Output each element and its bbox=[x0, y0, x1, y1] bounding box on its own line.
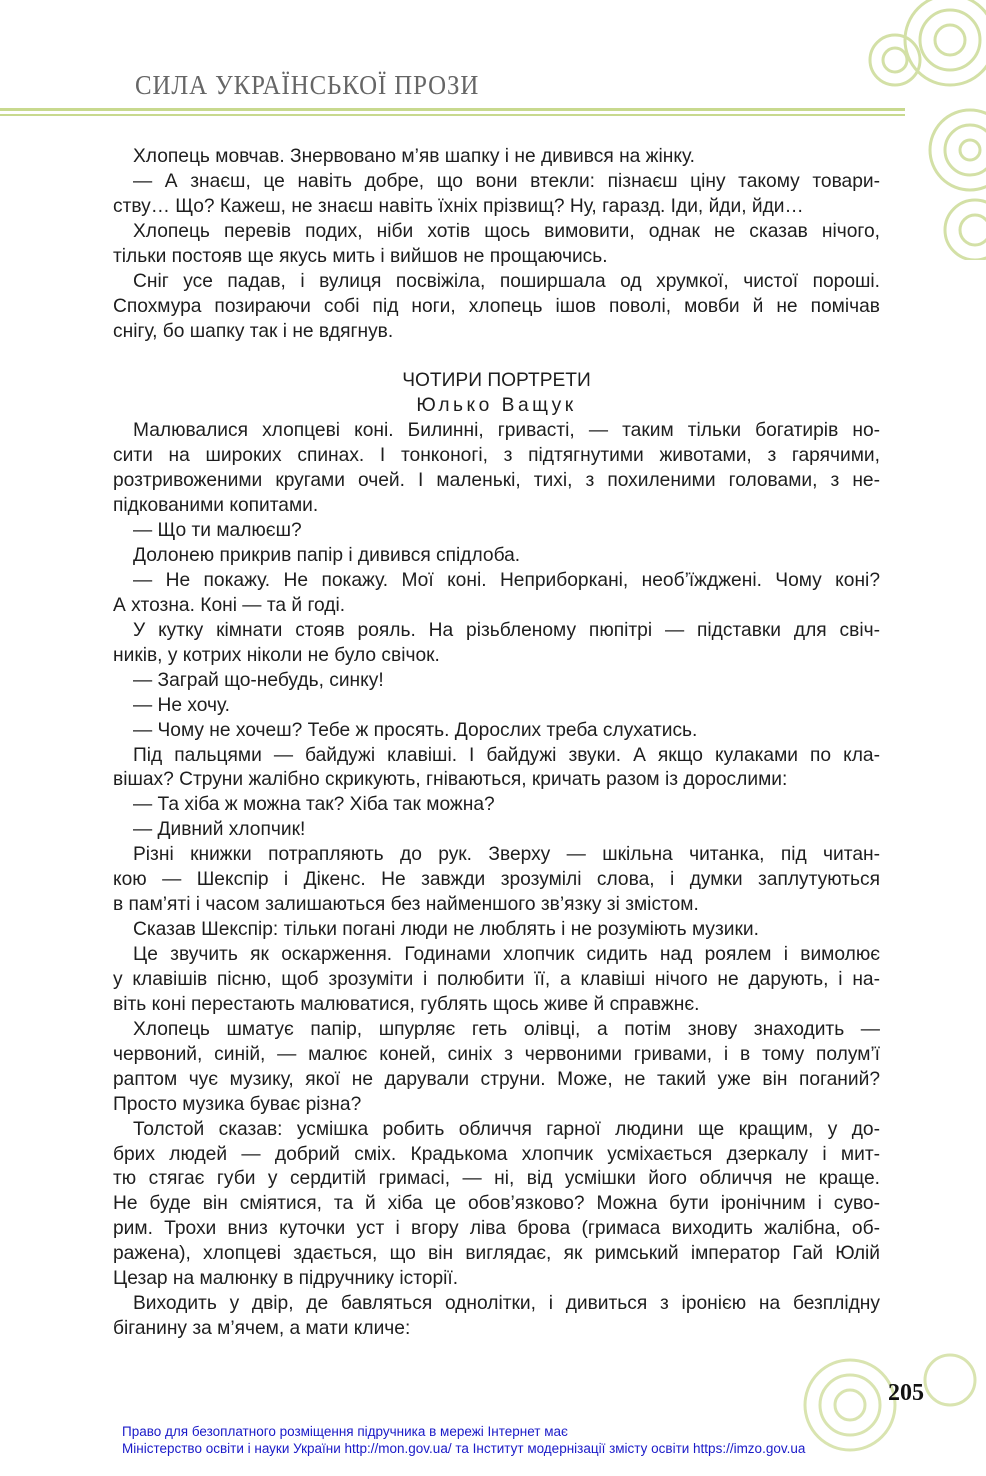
paragraph-line: брих людей — добрий сміх. Крадькома хлопчик усміхається дзеркалу і мит- bbox=[113, 1143, 880, 1165]
paragraph-line: рим. Трохи вниз куточки уст і вгору ліва брова (гримаса виходить жалібна, об- bbox=[113, 1218, 880, 1240]
paragraph-line: ників, у котрих ніколи не було свічок. bbox=[113, 644, 440, 666]
paragraph-line: — Заграй що-небудь, синку! bbox=[133, 669, 384, 691]
footer-line-2: Міністерство освіти і науки України http://mon.gov.ua/ та Інститут модернізації змісту освіти https://imzo.gov.ua bbox=[122, 1441, 806, 1456]
paragraph-line: ражена), хлопцеві здається, що він виглядає, як римський імператор Гай Юлій bbox=[113, 1243, 880, 1265]
paragraph-line: — Не хочу. bbox=[133, 694, 231, 716]
story-author: Юлько Ващук bbox=[416, 395, 577, 417]
header-rule bbox=[0, 108, 905, 111]
paragraph-line: сити на широких спинах. І тонконогі, з підтягнутими животами, з гарячими, bbox=[113, 445, 880, 467]
paragraph-line: ству… Що? Кажеш, не знаєш навіть їхніх прізвищ? Ну, гаразд. Іди, йди, йди… bbox=[113, 195, 804, 217]
paragraph-line: вішах? Струни жалібно скрикують, гніваються, кричать разом із дорослими: bbox=[113, 769, 788, 791]
paragraph-line: Це звучить як оскарження. Годинами хлопчик сидить над роялем і вимолює bbox=[133, 944, 880, 965]
paragraph-line: у клавішів пісню, щоб зрозуміти і полюбити її, а клавіші нічого не дарують, і на- bbox=[113, 968, 880, 990]
paragraph-line: розтривоженими кругами очей. І маленькі, тихі, з похиленими головами, з не- bbox=[113, 470, 880, 492]
paragraph-line: — А знаєш, це навіть добре, що вони втекли: пізнаєш ціну такому товари- bbox=[133, 170, 880, 192]
paragraph-line: тю стягає губи у сердитій гримасі, — ні, від усмішки його обличчя не краще. bbox=[113, 1168, 880, 1190]
paragraph-line: — Дивний хлопчик! bbox=[133, 819, 306, 841]
paragraph-line: Хлопець перевів подих, ніби хотів щось вимовити, однак не сказав нічого, bbox=[133, 220, 880, 242]
paragraph-line: Сніг усе падав, і вулиця посвіжіла, поширшала од хрумкої, чистої пороші. bbox=[133, 270, 880, 292]
paragraph-line: Толстой сказав: усмішка робить обличчя гарної людини ще кращим, у до- bbox=[133, 1118, 880, 1140]
paragraph-line: — Чому не хочеш? Тебе ж просять. Дорослих треба слухатись. bbox=[133, 719, 698, 741]
paragraph-line: Сказав Шекспір: тільки погані люди не люблять і не розуміють музики. bbox=[133, 919, 759, 941]
paragraph-line: Хлопець мовчав. Знервовано м’яв шапку і не дивився на жінку. bbox=[133, 146, 695, 167]
paragraph-line: — Та хіба ж можна так? Хіба так можна? bbox=[133, 794, 495, 816]
paragraph-line: Під пальцями — байдужі клавіші. І байдужі звуки. А якщо кулаками по кла- bbox=[133, 744, 880, 766]
page-body bbox=[113, 145, 880, 1342]
header-rule-thin bbox=[0, 114, 905, 116]
page-number: 205 bbox=[888, 1380, 924, 1406]
paragraph-line: Спохмура позираючи собі під ноги, хлопець ішов поволі, мовби й не помічав bbox=[113, 295, 880, 317]
paragraph-line: тільки постояв ще якусь мить і вийшов не прощаючись. bbox=[113, 245, 608, 267]
paragraph-line: кою — Шекспір і Дікенс. Не завжди зрозумілі слова, і думки заплутуються bbox=[113, 869, 880, 891]
story-ending bbox=[113, 145, 880, 345]
paragraph-line: Не буде він сміятися, та й хіба це обов’язково? Можна бути іронічним і суво- bbox=[113, 1193, 880, 1215]
paragraph-line: підкованими копитами. bbox=[113, 495, 319, 517]
copyright-footer bbox=[122, 1423, 805, 1457]
paragraph-line: Малювалися хлопцеві коні. Билинні, гривасті, — таким тільки богатирів но- bbox=[133, 420, 880, 442]
paragraph-line: червоний, синій, — малює коней, синіх з червоними гривами, і в тому полум’ї bbox=[113, 1043, 880, 1065]
paragraph-line: Цезар на малюнку в підручнику історії. bbox=[113, 1268, 459, 1290]
paragraph-line: Хлопець шматує папір, шпурляє геть олівці, а потім знову знаходить — bbox=[133, 1018, 880, 1040]
paragraph-line: в пам’яті і часом залишаються без найменшого зв’язку зі змістом. bbox=[113, 894, 699, 916]
paragraph-line: віть коні перестають малюватися, гублять щось живе й справжнє. bbox=[113, 993, 700, 1015]
story-title: ЧОТИРИ ПОРТРЕТИ bbox=[402, 370, 591, 392]
running-header: СИЛА УКРАЇНСЬКОЇ ПРОЗИ bbox=[135, 70, 480, 100]
paragraph-line: Просто музика буває різна? bbox=[113, 1093, 362, 1115]
paragraph-line: біганину за м’ячем, а мати кличе: bbox=[113, 1318, 411, 1340]
paragraph-line: Різні книжки потрапляють до рук. Зверху — шкільна читанка, під читан- bbox=[133, 844, 880, 866]
paragraph-line: Долонею прикрив папір і дивився спідлоба. bbox=[133, 545, 521, 566]
paragraph-line: У кутку кімнати стояв рояль. На різьбленому пюпітрі — підставки для свіч- bbox=[133, 619, 880, 641]
paragraph-line: А хтозна. Коні — та й годі. bbox=[113, 594, 346, 616]
paragraph-line: раптом чує музику, якої не дарували струни. Може, не такий уже він поганий? bbox=[113, 1068, 880, 1090]
story-text bbox=[113, 419, 880, 1342]
footer-line-1: Право для безоплатного розміщення підручника в мережі Інтернет має bbox=[122, 1424, 568, 1439]
paragraph-line: — Не покажу. Не покажу. Мої коні. Неприборкані, необ’їжджені. Чому коні? bbox=[133, 569, 880, 591]
paragraph-line: Виходить у двір, де бавляться однолітки, і дивиться з іронією на безплідну bbox=[133, 1293, 880, 1315]
paragraph-line: — Що ти малюєш? bbox=[133, 520, 302, 542]
paragraph-line: снігу, бо шапку так і не вдягнув. bbox=[113, 320, 394, 342]
